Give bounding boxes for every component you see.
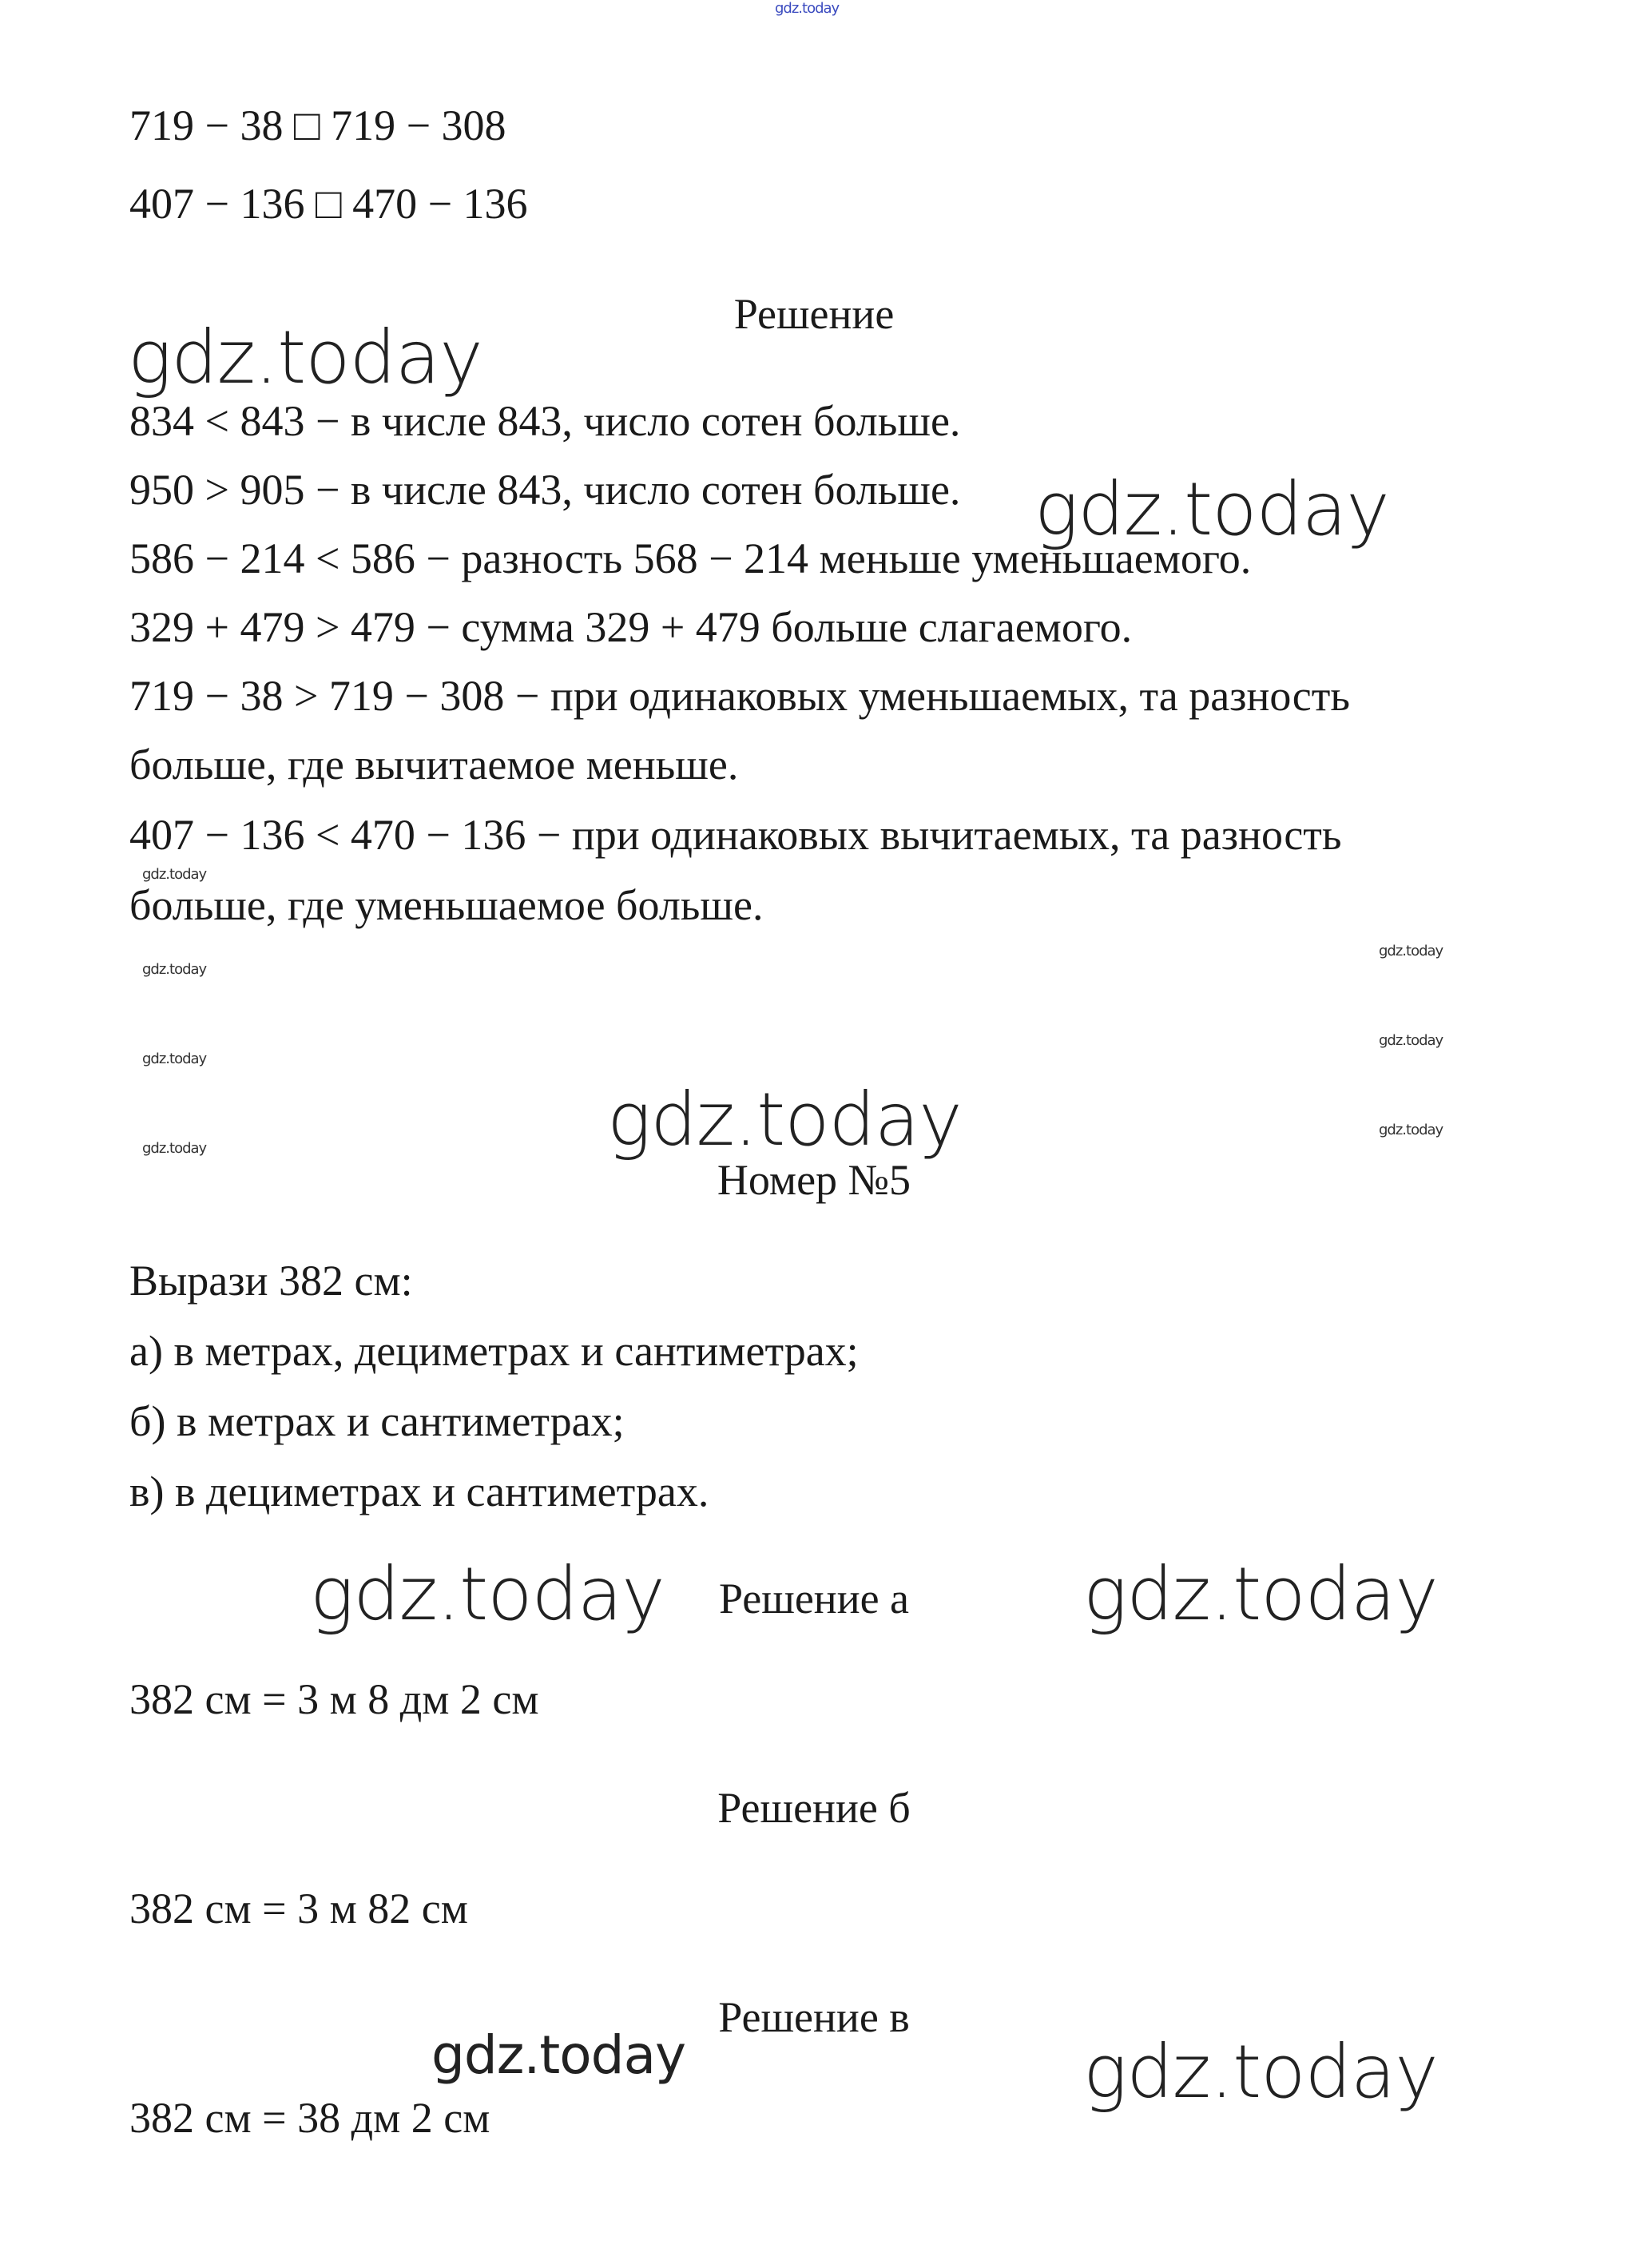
watermark-large-3: gdz.today <box>607 1077 962 1162</box>
solution-line-8: больше, где уменьшаемое больше. <box>129 881 764 929</box>
comparison-line-1: 719 − 38 □ 719 − 308 <box>129 101 506 149</box>
solution-line-2: 950 > 905 − в числе 843, число сотен больше. <box>129 466 961 514</box>
watermark-medium-1: gdz.today <box>431 2024 686 2086</box>
comparison-line-2: 407 − 136 □ 470 − 136 <box>129 180 528 228</box>
watermark-small-left-3: gdz.today <box>142 1051 207 1067</box>
watermark-small-right-1: gdz.today <box>1379 943 1443 959</box>
solution-title: Решение <box>733 290 895 338</box>
solution-line-7: 407 − 136 < 470 − 136 − при одинаковых вычитаемых, та разность <box>129 811 1342 859</box>
solution-line-6: больше, где вычитаемое меньше. <box>129 741 739 788</box>
watermark-large-1: gdz.today <box>128 315 482 400</box>
solution-line-3: 586 − 214 < 586 − разность 568 − 214 меньше уменьшаемого. <box>129 534 1252 582</box>
task5-item-v: в) в дециметрах и сантиметрах. <box>129 1468 709 1515</box>
solution-line-4: 329 + 479 > 479 − сумма 329 + 479 больше слагаемого. <box>129 603 1133 651</box>
solution-v: 382 см = 38 дм 2 см <box>129 2094 490 2142</box>
watermark-large-2: gdz.today <box>1034 467 1389 552</box>
solution-a-title: Решение а <box>718 1575 910 1623</box>
task5-item-b: б) в метрах и сантиметрах; <box>129 1397 625 1445</box>
watermark-small-left-2: gdz.today <box>142 961 207 978</box>
watermark-small-left-4: gdz.today <box>142 1140 207 1157</box>
solution-a: 382 см = 3 м 8 дм 2 см <box>129 1675 539 1723</box>
watermark-top: gdz.today <box>775 0 840 17</box>
watermark-large-6: gdz.today <box>1083 2029 1438 2115</box>
task5-prompt: Вырази 382 см: <box>129 1257 413 1305</box>
watermark-large-5: gdz.today <box>1083 1551 1438 1637</box>
watermark-large-4: gdz.today <box>310 1551 665 1637</box>
watermark-small-right-2: gdz.today <box>1379 1032 1443 1049</box>
solution-v-title: Решение в <box>718 1993 910 2041</box>
watermark-small-right-3: gdz.today <box>1379 1122 1443 1138</box>
watermark-small-left-1: gdz.today <box>142 866 207 883</box>
task5-title: Номер №5 <box>717 1156 911 1204</box>
solution-line-1: 834 < 843 − в числе 843, число сотен больше. <box>129 397 961 445</box>
solution-line-5: 719 − 38 > 719 − 308 − при одинаковых уменьшаемых, та разность <box>129 672 1350 720</box>
solution-b: 382 см = 3 м 82 см <box>129 1885 468 1932</box>
solution-b-title: Решение б <box>717 1784 911 1832</box>
task5-item-a: а) в метрах, дециметрах и сантиметрах; <box>129 1327 859 1375</box>
